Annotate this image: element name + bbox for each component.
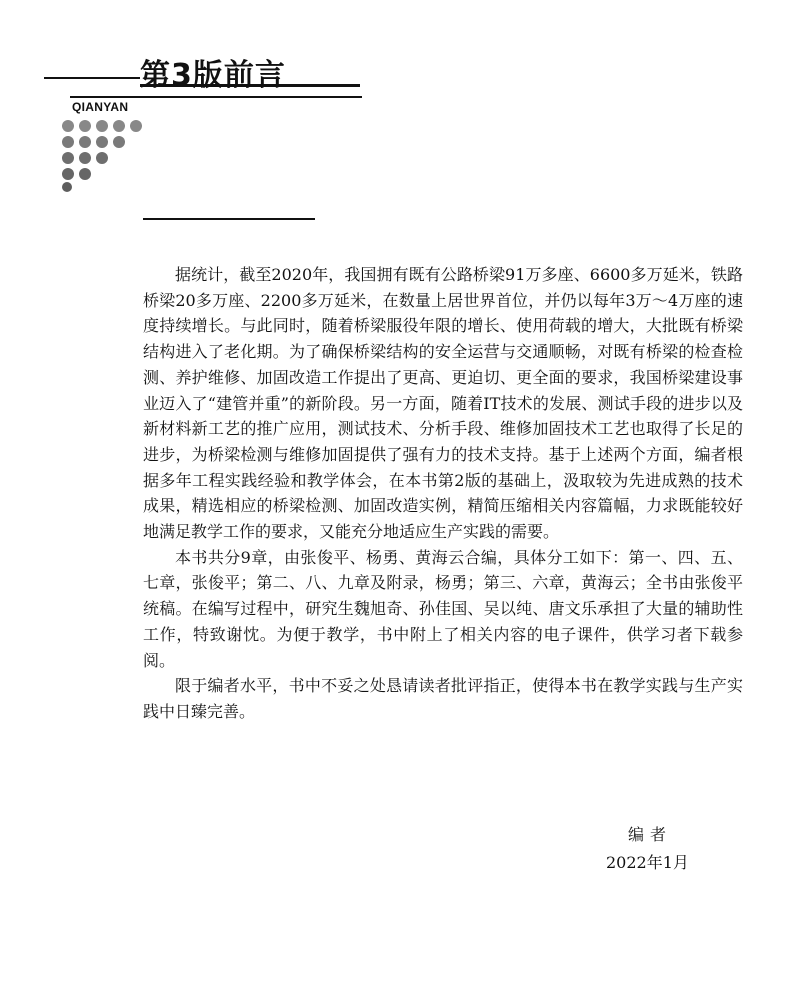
signature-date: 2022年1月	[606, 853, 689, 872]
decorative-dots	[62, 120, 152, 190]
header-rule-left	[44, 77, 140, 79]
dot-icon	[130, 120, 142, 132]
preface-paragraph-3: 限于编者水平，书中不妥之处恳请读者批评指正，使得本书在教学实践与生产实践中日臻完善。	[143, 676, 743, 721]
dot-icon	[62, 182, 72, 192]
dot-icon	[62, 152, 74, 164]
dot-icon	[79, 152, 91, 164]
page-title: 第3版前言	[140, 58, 286, 93]
dot-icon	[96, 136, 108, 148]
signature-editor: 编者	[628, 825, 673, 844]
preface-paragraph-1: 据统计，截至2020年，我国拥有既有公路桥梁91万多座、6600多万延米，铁路桥梁20多万座、2200多万延米，在数量上居世界首位，并仍以每年3万～4万座的速度持续增长。与此同时，随着桥梁服役年限的增长、使用荷载的增大，大批既有桥梁结构进入了老化期。为了确保桥梁结构的安全运营与交通顺畅，对既有桥梁的检查检测、养护维修、加固改造工作提出了更高、更迫切、更全面的要求，我国桥梁建设事业迈入了“建管并重”的新阶段。另一方面，随着IT技术的发展、测试手段的进步以及新材料新工艺的推广应用，测试技术、分析手段、维修加固技术工艺也取得了长足的进步，为桥梁检测与维修加固提供了强有力的技术支持。基于上述两个方面，编者根据多年工程实践经验和教学体会，在本书第2版的基础上，汲取较为先进成熟的技术成果，精选相应的桥梁检测、加固改造实例，精简压缩相关内容篇幅，力求既能较好地满足教学工作的要求，又能充分地适应生产实践的需要。	[143, 265, 743, 542]
signature-block	[560, 822, 740, 876]
section-rule	[143, 218, 315, 220]
dot-icon	[62, 136, 74, 148]
dot-icon	[113, 136, 125, 148]
dot-icon	[79, 120, 91, 132]
dot-icon	[62, 120, 74, 132]
header-rule-bottom	[70, 96, 362, 98]
dot-icon	[79, 168, 91, 180]
dot-icon	[62, 168, 74, 180]
preface-paragraph-2: 本书共分9章，由张俊平、杨勇、黄海云合编，具体分工如下：第一、四、五、七章，张俊平；第二、八、九章及附录，杨勇；第三、六章，黄海云；全书由张俊平统稿。在编写过程中，研究生魏旭奇、孙佳国、吴以纯、唐文乐承担了大量的辅助性工作，特致谢忱。为便于教学，书中附上了相关内容的电子课件，供学习者下载参阅。	[143, 547, 743, 670]
dot-icon	[96, 120, 108, 132]
page-subtitle: QIANYAN	[72, 100, 129, 114]
dot-icon	[96, 152, 108, 164]
dot-icon	[79, 136, 91, 148]
dot-icon	[113, 120, 125, 132]
preface-body	[143, 262, 743, 725]
